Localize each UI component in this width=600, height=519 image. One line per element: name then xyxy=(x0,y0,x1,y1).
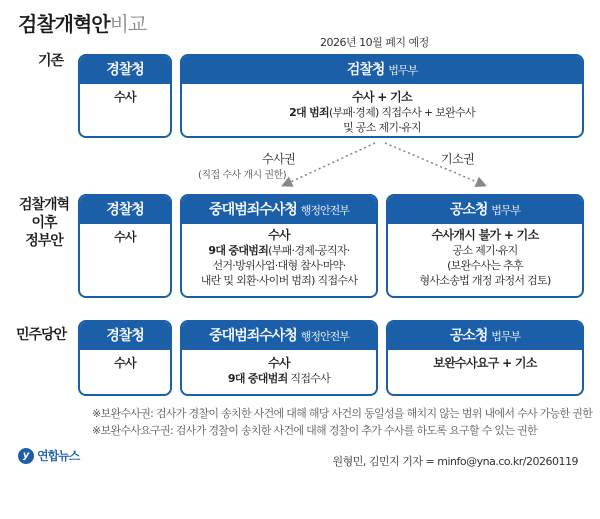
gov-scia-body xyxy=(182,224,376,288)
gov-scia-line2 xyxy=(182,243,376,258)
gov-prosecution-ministry: 법무부 xyxy=(491,204,521,217)
row-label-gov-line: 검찰개혁 xyxy=(18,197,70,213)
gov-scia-line4: 내란 및 외환·사이버 범죄) 직접수사 xyxy=(200,274,358,287)
gov-prosecution-line2: 공소 제기·유지 xyxy=(452,244,518,257)
dp-scia-title: 중대범죄수사청 xyxy=(209,328,297,344)
dp-police-box xyxy=(78,320,172,396)
credit-line: 원형민, 김민지 기자 = minfo@yna.co.kr/20260119 xyxy=(332,455,578,468)
dp-scia-header xyxy=(182,322,376,350)
gov-prosecution-line4: 형사소송법 개정 과정서 검토) xyxy=(419,274,551,287)
gov-scia-ministry: 행정안전부 xyxy=(300,204,349,217)
footnote-supplementary-investigation: ※보완수사권: 검사가 경찰이 송치한 사건에 대해 해당 사건의 동일성을 해치지 않는 범위 내에서 수사 가능한 권한 xyxy=(92,407,593,420)
current-prosecution-line3: 및 공소 제기·유지 xyxy=(343,121,421,134)
dp-scia-ministry: 행정안전부 xyxy=(300,330,349,343)
row-label-current: 기존 xyxy=(38,53,64,69)
dp-prosecution-body xyxy=(388,350,582,371)
gov-scia-line2-bold: 9대 중대범죄 xyxy=(208,244,269,257)
gov-scia-line1: 수사 xyxy=(268,228,290,242)
title-sub: 비교 xyxy=(109,12,147,36)
gov-prosecution-line3: (보완수사는 추후 xyxy=(447,259,523,272)
row-label-gov-line: 이후 xyxy=(31,215,57,231)
arrow-to-scia xyxy=(284,143,375,185)
dp-prosecution-title: 공소청 xyxy=(449,328,488,344)
dp-prosecution-ministry: 법무부 xyxy=(491,330,521,343)
gov-prosecution-title: 공소청 xyxy=(449,202,488,218)
gov-scia-title: 중대범죄수사청 xyxy=(209,202,297,218)
abolish-note: 2026년 10월 폐지 예정 xyxy=(320,36,429,49)
current-prosecution-line1: 수사 + 기소 xyxy=(352,90,412,104)
dp-scia-line1: 수사 xyxy=(268,356,290,370)
dp-scia-body xyxy=(182,350,376,386)
gov-scia-line3: 선거·방위사업·대형 참사·마약· xyxy=(212,259,346,272)
dp-scia-line2 xyxy=(182,371,376,386)
dp-prosecution-header xyxy=(388,322,582,350)
dp-police-header: 경찰청 xyxy=(80,322,170,350)
dp-scia-line2-rest: 직접수사 xyxy=(287,372,331,385)
yonhap-logo-text: 연합뉴스 xyxy=(37,449,80,463)
yonhap-logo xyxy=(18,447,79,464)
arrow-sub-investigation: (직접 수사 개시 권한) xyxy=(198,170,287,181)
dp-prosecution-box xyxy=(386,320,584,396)
dp-scia-box xyxy=(180,320,378,396)
current-police-header: 경찰청 xyxy=(80,56,170,84)
footnote-supplementary-request: ※보완수사요구권: 검사가 경찰이 송치한 사건에 대해 경찰이 추가 수사를 하도록 요구할 수 있는 권한 xyxy=(92,424,537,437)
gov-scia-box xyxy=(180,194,378,298)
current-police-duty: 수사 xyxy=(114,90,136,104)
arrow-label-indictment: 기소권 xyxy=(441,152,475,166)
yonhap-logo-icon: y xyxy=(18,448,34,464)
gov-police-body xyxy=(80,224,170,245)
current-prosecution-line2-bold: 2대 범죄 xyxy=(289,106,329,119)
current-prosecution-title: 검찰청 xyxy=(346,62,385,78)
dp-police-duty: 수사 xyxy=(114,356,136,370)
gov-prosecution-line1: 수사개시 불가 + 기소 xyxy=(431,228,539,242)
title-main: 검찰개혁안 xyxy=(18,12,110,36)
current-prosecution-line2-rest: (부패·경제) 직접수사 + 보완수사 xyxy=(328,106,475,119)
gov-scia-line2-rest: (부패·경제·공직자· xyxy=(268,244,350,257)
arrow-label-investigation: 수사권 xyxy=(262,152,296,166)
gov-prosecution-body xyxy=(388,224,582,288)
current-prosecution-ministry: 법무부 xyxy=(388,64,418,77)
gov-police-duty: 수사 xyxy=(114,230,136,244)
gov-police-box xyxy=(78,194,172,298)
gov-prosecution-header xyxy=(388,196,582,224)
dp-prosecution-line1: 보완수사요구 + 기소 xyxy=(433,356,537,370)
row-label-dp: 민주당안 xyxy=(16,327,67,343)
dp-scia-line2-bold: 9대 중대범죄 xyxy=(227,372,288,385)
gov-police-header: 경찰청 xyxy=(80,196,170,224)
dp-police-body xyxy=(80,350,170,371)
gov-prosecution-box xyxy=(386,194,584,298)
row-label-gov-line: 정부안 xyxy=(25,233,63,249)
gov-scia-header xyxy=(182,196,376,224)
